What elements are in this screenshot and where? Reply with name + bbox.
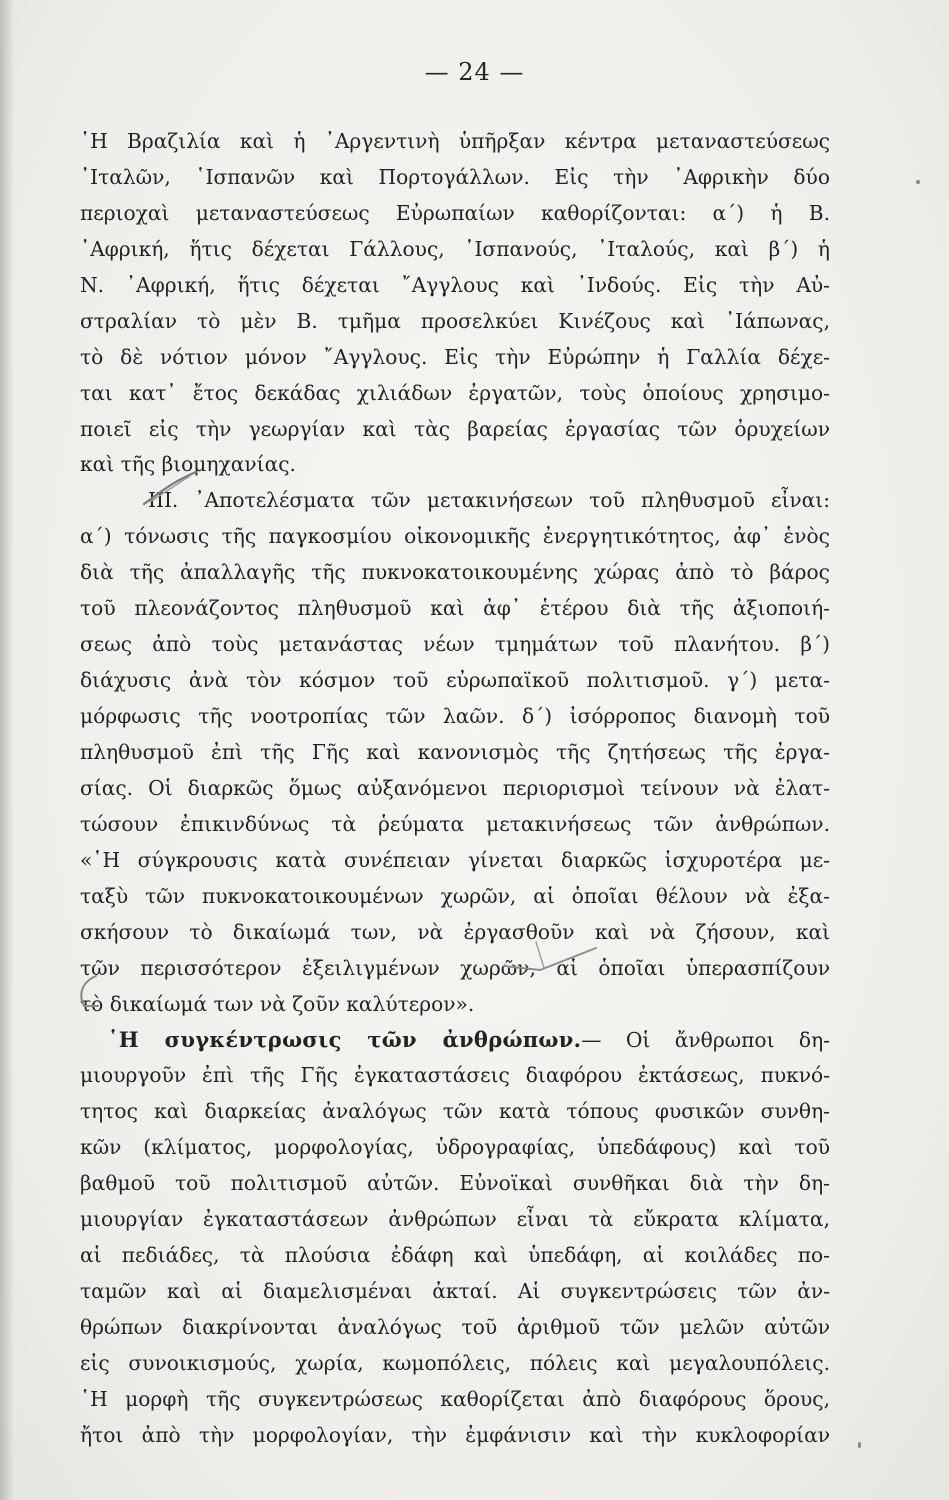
text-line: σκήσουν τὸ δικαίωμά των, νὰ ἐργασθοῦν καὶ νὰ ζήσουν, καὶ	[80, 919, 830, 944]
text-line: σίας. Οἱ διαρκῶς ὅμως αὐξανόμενοι περιορισμοὶ τείνουν νὰ ἐλατ-	[80, 775, 830, 800]
text-line: αἱ πεδιάδες, τὰ πλούσια ἐδάφη καὶ ὑπεδάφη, αἱ κοιλάδες πο-	[80, 1243, 830, 1268]
text-line: ᾿Ιταλῶν, ῾Ισπανῶν καὶ Πορτογάλλων. Εἰς τὴν ᾿Αφρικὴν δύο	[80, 164, 830, 189]
text-line: «῾Η σύγκρουσις κατὰ συνέπειαν γίνεται διαρκῶς ἰσχυροτέρα με-	[80, 847, 830, 872]
text-line: καὶ τῆς βιομηχανίας.	[80, 452, 296, 477]
text-line: μιουργίαν ἐγκαταστάσεων ἀνθρώπων εἶναι τὰ εὔκρατα κλίματα,	[80, 1207, 830, 1232]
text-line: διάχυσις ἀνὰ τὸν κόσμον τοῦ εὐρωπαϊκοῦ πολιτισμοῦ. γ΄) μετα-	[80, 668, 830, 693]
text-line: III. ᾿Αποτελέσματα τῶν μετακινήσεων τοῦ πληθυσμοῦ εἶναι:	[148, 488, 830, 513]
text-line: θρώπων διακρίνονται ἀναλόγως τοῦ ἀριθμοῦ τῶν μελῶν αὐτῶν	[80, 1314, 830, 1339]
text-line: α΄) τόνωσις τῆς παγκοσμίου οἰκονομικῆς ἐνεργητικότητος, ἀφ᾿ ἑνὸς	[80, 524, 830, 549]
text-line: διὰ τῆς ἀπαλλαγῆς τῆς πυκνοκατοικουμένης χώρας ἀπὸ τὸ βάρος	[80, 560, 830, 585]
section-heading: ῾Η συγκέντρωσις τῶν ἀνθρώπων.	[108, 1027, 582, 1053]
text-line: τῶν περισσότερον ἐξειλιγμένων χωρῶν, αἱ ὁποῖαι ὑπερασπίζουν	[80, 955, 830, 980]
text-line: τὸ δικαίωμά των νὰ ζοῦν καλύτερον».	[80, 991, 475, 1016]
section-heading-line	[80, 1022, 830, 1058]
page-edge-shadow	[0, 0, 14, 1500]
text-line: ἤτοι ἀπὸ τὴν μορφολογίαν, τὴν ἐμφάνισιν καὶ τὴν κυκλοφορίαν	[80, 1422, 830, 1447]
text-line: μόρφωσις τῆς νοοτροπίας τῶν λαῶν. δ΄) ἰσόρροπος διανομὴ τοῦ	[80, 704, 830, 728]
text-line: ῾Η μορφὴ τῆς συγκεντρώσεως καθορίζεται ἀπὸ διαφόρους ὅρους,	[80, 1386, 830, 1411]
text-line: κῶν (κλίματος, μορφολογίας, ὑδρογραφίας, ὑπεδάφους) καὶ τοῦ	[80, 1135, 830, 1160]
text-line: ταξὺ τῶν πυκνοκατοικουμένων χωρῶν, αἱ ὁποῖαι θέλουν νὰ ἐξα-	[80, 883, 830, 908]
text-line: πληθυσμοῦ ἐπὶ τῆς Γῆς καὶ κανονισμὸς τῆς ζητήσεως τῆς ἐργα-	[80, 739, 830, 764]
dust-speck	[858, 1442, 861, 1448]
text-line: τώσουν ἐπικινδύνως τὰ ῥεύματα μετακινήσεως τῶν ἀνθρώπων.	[80, 811, 830, 836]
text-line: βαθμοῦ τοῦ πολιτισμοῦ αὐτῶν. Εὐνοϊκαὶ συνθῆκαι διὰ τὴν δη-	[80, 1171, 830, 1196]
text-line: τὸ δὲ νότιον μόνον ῎Αγγλους. Εἰς τὴν Εὐρώπην ἡ Γαλλία δέχε-	[80, 344, 830, 369]
text-line: ῾Η Βραζιλία καὶ ἡ ᾿Αργεντινὴ ὑπῆρξαν κέντρα μεταναστεύσεως	[80, 129, 830, 153]
page-number: — 24 —	[424, 58, 525, 86]
dust-speck	[916, 180, 920, 184]
text-line: ταμῶν καὶ αἱ διαμελισμέναι ἀκταί. Αἱ συγκεντρώσεις τῶν ἀν-	[80, 1279, 830, 1303]
text-line: στραλίαν τὸ μὲν Β. τμῆμα προσελκύει Κινέζους καὶ ᾿Ιάπωνας,	[80, 308, 830, 333]
text-line: ται κατ᾿ ἔτος δεκάδας χιλιάδων ἐργατῶν, τοὺς ὁποίους χρησιμο-	[80, 380, 830, 405]
body-text	[80, 124, 830, 1454]
text-line: ποιεῖ εἰς τὴν γεωργίαν καὶ τὰς βαρείας ἐργασίας τῶν ὀρυχείων	[80, 416, 830, 441]
text-line: σεως ἀπὸ τοὺς μετανάστας νέων τμημάτων τοῦ πλανήτου. β΄)	[80, 632, 830, 657]
text-line: μιουργοῦν ἐπὶ τῆς Γῆς ἐγκαταστάσεις διαφόρου ἐκτάσεως, πυκνό-	[80, 1063, 830, 1088]
text-line: Ν. ᾿Αφρική, ἥτις δέχεται ῎Αγγλους καὶ ᾿Ινδούς. Εἰς τὴν Αὐ-	[80, 272, 830, 297]
text-line: τοῦ πλεονάζοντος πληθυσμοῦ καὶ ἀφ᾿ ἑτέρου διὰ τῆς ἀξιοποιή-	[80, 596, 830, 621]
text-line: εἰς συνοικισμούς, χωρία, κωμοπόλεις, πόλεις καὶ μεγαλουπόλεις.	[80, 1350, 830, 1375]
text-line: περιοχαὶ μεταναστεύσεως Εὐρωπαίων καθορίζονται: α΄) ἡ Β.	[80, 200, 830, 225]
text-line: ᾿Αφρική, ἥτις δέχεται Γάλλους, ῾Ισπανούς, ᾿Ιταλούς, καὶ β΄) ἡ	[80, 236, 830, 261]
heading-continuation: — Οἱ ἄνθρωποι δη-	[581, 1028, 830, 1053]
text-line: τητος καὶ διαρκείας ἀναλόγως τῶν κατὰ τόπους φυσικῶν συνθη-	[80, 1099, 830, 1124]
